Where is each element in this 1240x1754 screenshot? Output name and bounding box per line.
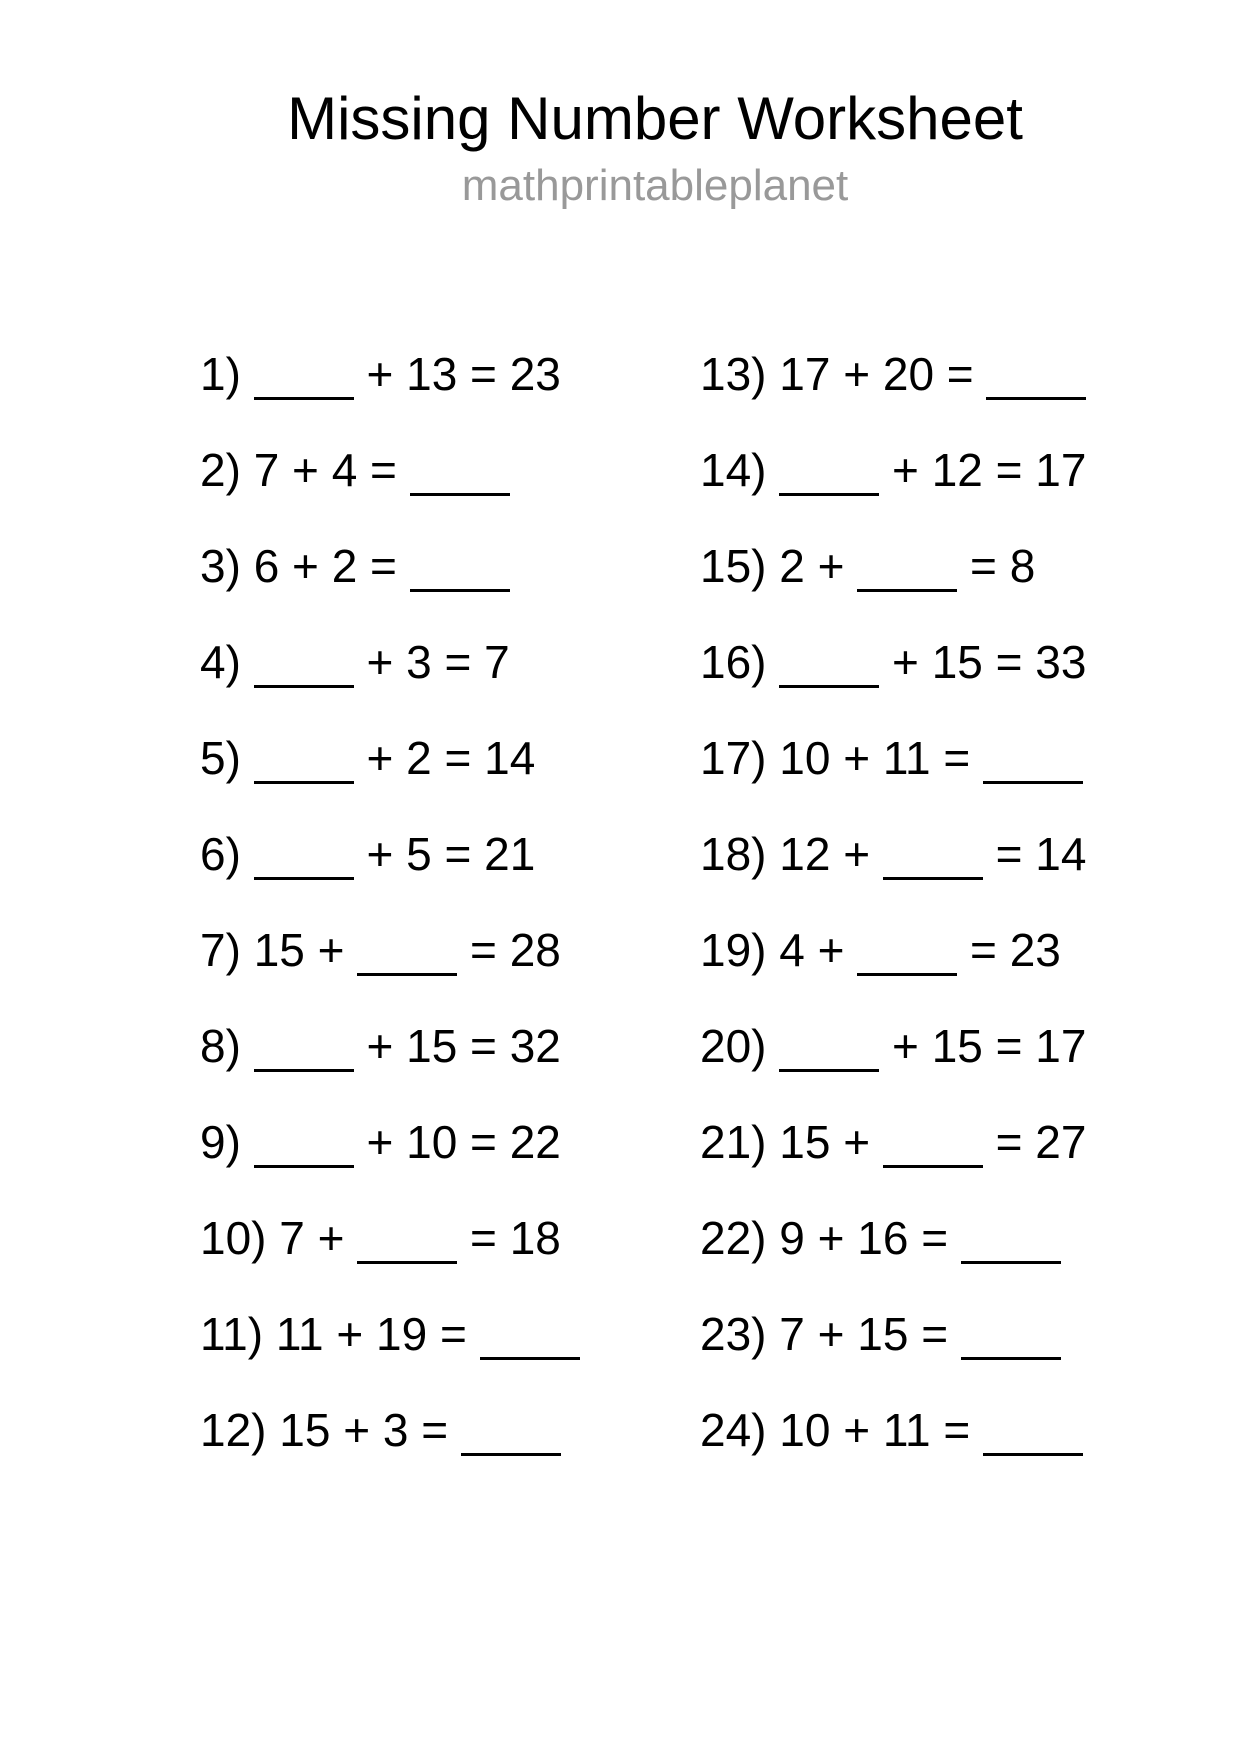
answer-blank	[480, 1357, 580, 1360]
problem-item	[700, 326, 1086, 422]
equation-text: + 15 = 17	[879, 1020, 1087, 1072]
problem-item	[200, 998, 580, 1094]
problem-number-label: 16)	[700, 636, 780, 688]
equation-text: 7 +	[279, 1212, 358, 1264]
equation-text: + 3 = 7	[353, 636, 510, 688]
answer-blank	[883, 1165, 983, 1168]
problem-number-label: 23)	[700, 1308, 780, 1360]
problem-number-label: 14)	[700, 444, 780, 496]
equation-text: + 2 = 14	[353, 732, 536, 784]
answer-blank	[254, 1165, 354, 1168]
equation-text: + 12 = 17	[879, 444, 1087, 496]
equation-text: 17 + 20 =	[779, 348, 987, 400]
problem-number-label: 11)	[200, 1308, 276, 1360]
equation-text: + 10 = 22	[353, 1116, 561, 1168]
equation-text: + 13 = 23	[353, 348, 561, 400]
problem-number-label: 6)	[200, 828, 254, 880]
problem-number-label: 21)	[700, 1116, 780, 1168]
problem-number-label: 3)	[200, 540, 254, 592]
answer-blank	[983, 1453, 1083, 1456]
problem-item	[200, 326, 580, 422]
answer-blank	[961, 1261, 1061, 1264]
answer-blank	[254, 781, 354, 784]
answer-blank	[410, 493, 510, 496]
problem-item	[200, 1286, 580, 1382]
answer-blank	[857, 973, 957, 976]
answer-blank	[883, 877, 983, 880]
worksheet-source-label: mathprintableplanet	[461, 161, 849, 210]
answer-blank	[254, 397, 354, 400]
answer-blank	[461, 1453, 561, 1456]
equation-text: = 14	[982, 828, 1087, 880]
problem-number-label: 15)	[700, 540, 780, 592]
answer-blank	[254, 685, 354, 688]
problem-number-label: 4)	[200, 636, 254, 688]
equation-text: 15 +	[779, 1116, 883, 1168]
equation-text: 9 + 16 =	[779, 1212, 961, 1264]
problem-number-label: 20)	[700, 1020, 780, 1072]
problem-item	[700, 1286, 1086, 1382]
answer-blank	[857, 589, 957, 592]
answer-blank	[986, 397, 1086, 400]
problem-item	[700, 422, 1086, 518]
problem-item	[700, 710, 1086, 806]
problem-number-label: 17)	[700, 732, 780, 784]
problem-item	[200, 710, 580, 806]
answer-blank	[410, 589, 510, 592]
equation-text: = 23	[957, 924, 1061, 976]
problem-item	[700, 806, 1086, 902]
equation-text: = 8	[957, 540, 1036, 592]
equation-text: 12 +	[779, 828, 883, 880]
equation-text: = 27	[982, 1116, 1087, 1168]
equation-text: + 5 = 21	[353, 828, 536, 880]
equation-text: 11 + 19 =	[275, 1308, 480, 1360]
problem-item	[700, 998, 1086, 1094]
problem-number-label: 10)	[200, 1212, 280, 1264]
answer-blank	[254, 1069, 354, 1072]
problem-item	[700, 902, 1086, 998]
problem-number-label: 5)	[200, 732, 254, 784]
equation-text: 2 +	[779, 540, 858, 592]
problem-number-label: 13)	[700, 348, 780, 400]
problem-number-label: 7)	[200, 924, 254, 976]
answer-blank	[254, 877, 354, 880]
problem-item	[200, 1382, 580, 1478]
problem-number-label: 18)	[700, 828, 780, 880]
answer-blank	[779, 685, 879, 688]
answer-blank	[779, 1069, 879, 1072]
problem-number-label: 8)	[200, 1020, 254, 1072]
equation-text: 7 + 15 =	[779, 1308, 961, 1360]
problems-column-right	[700, 326, 1086, 1478]
problem-number-label: 2)	[200, 444, 254, 496]
equation-text: 7 + 4 =	[253, 444, 410, 496]
problem-number-label: 9)	[200, 1116, 254, 1168]
answer-blank	[983, 781, 1083, 784]
equation-text: 10 + 11 =	[779, 732, 984, 784]
problems-column-left	[200, 326, 580, 1478]
equation-text: = 28	[457, 924, 561, 976]
equation-text: 10 + 11 =	[779, 1404, 984, 1456]
problem-number-label: 22)	[700, 1212, 780, 1264]
problem-item	[200, 1190, 580, 1286]
problem-item	[700, 1094, 1086, 1190]
worksheet-header	[0, 86, 1240, 210]
problem-number-label: 1)	[200, 348, 254, 400]
problem-item	[200, 902, 580, 998]
equation-text: 4 +	[779, 924, 858, 976]
equation-text: = 18	[457, 1212, 561, 1264]
answer-blank	[779, 493, 879, 496]
problem-item	[700, 1382, 1086, 1478]
answer-blank	[357, 973, 457, 976]
problem-item	[200, 422, 580, 518]
equation-text: 15 + 3 =	[279, 1404, 461, 1456]
problem-number-label: 12)	[200, 1404, 280, 1456]
equation-text: 6 + 2 =	[253, 540, 410, 592]
equation-text: + 15 = 33	[879, 636, 1087, 688]
problem-number-label: 19)	[700, 924, 780, 976]
problem-item	[200, 806, 580, 902]
problem-item	[700, 614, 1086, 710]
problem-item	[200, 518, 580, 614]
problem-item	[700, 1190, 1086, 1286]
answer-blank	[357, 1261, 457, 1264]
problem-item	[700, 518, 1086, 614]
problem-item	[200, 614, 580, 710]
equation-text: + 15 = 32	[353, 1020, 561, 1072]
answer-blank	[961, 1357, 1061, 1360]
page-title: Missing Number Worksheet	[287, 85, 1023, 152]
equation-text: 15 +	[253, 924, 358, 976]
problem-number-label: 24)	[700, 1404, 780, 1456]
problem-item	[200, 1094, 580, 1190]
